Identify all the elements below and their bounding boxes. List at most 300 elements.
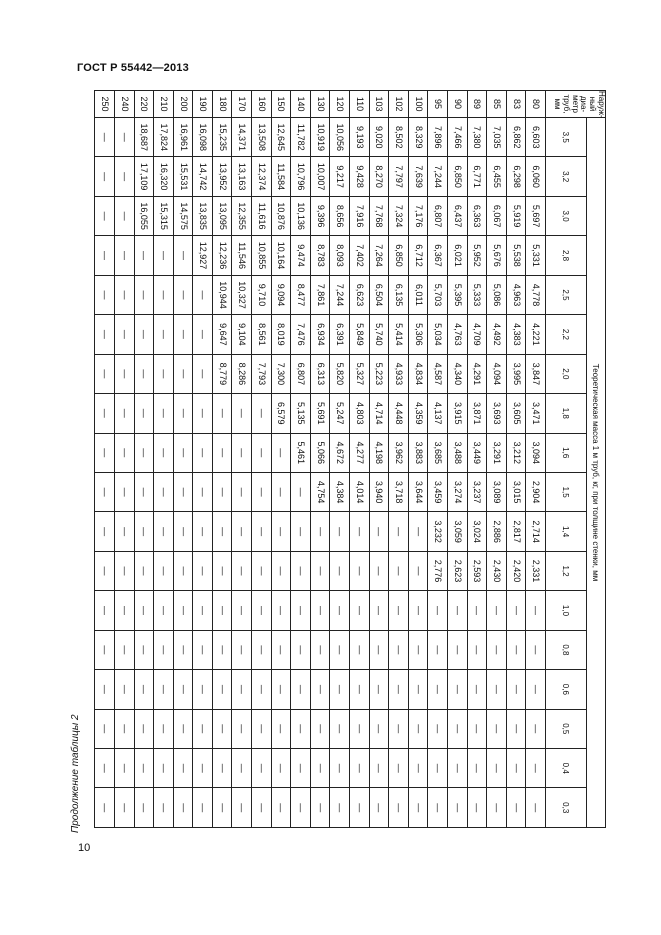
mass-value-cell: 4,709 <box>467 315 487 354</box>
mass-value-cell: 7,244 <box>428 157 448 196</box>
mass-value-cell: 7,476 <box>291 315 311 354</box>
mass-value-cell: — <box>95 315 115 354</box>
mass-value-cell: 17,109 <box>134 157 154 196</box>
mass-value-cell: — <box>114 670 134 709</box>
mass-value-cell: 9,710 <box>252 275 272 314</box>
mass-value-cell: — <box>154 394 174 433</box>
mass-value-cell: 5,461 <box>291 433 311 472</box>
mass-value-cell: — <box>271 749 291 788</box>
mass-value-cell: — <box>428 788 448 828</box>
mass-value-cell: 4,714 <box>369 394 389 433</box>
mass-value-cell: 6,807 <box>428 196 448 235</box>
mass-value-cell: — <box>154 315 174 354</box>
mass-value-cell: 11,616 <box>252 196 272 235</box>
thickness-header-cell: 3,5 <box>546 118 587 157</box>
mass-value-cell: — <box>526 670 546 709</box>
mass-value-cell: 3,685 <box>428 433 448 472</box>
mass-value-cell: — <box>291 670 311 709</box>
mass-value-cell: — <box>350 512 370 551</box>
mass-value-cell: 3,940 <box>369 472 389 511</box>
mass-value-cell: — <box>428 749 448 788</box>
thickness-header-cell: 2,0 <box>546 354 587 393</box>
mass-value-cell: — <box>467 630 487 669</box>
mass-value-cell: — <box>193 788 213 828</box>
mass-value-cell: 5,331 <box>526 236 546 275</box>
mass-value-cell: 9,104 <box>232 315 252 354</box>
mass-value-cell: 5,691 <box>310 394 330 433</box>
mass-value-cell: — <box>408 630 428 669</box>
table-row <box>212 91 232 828</box>
mass-value-cell: 6,011 <box>408 275 428 314</box>
mass-value-cell: 6,298 <box>506 157 526 196</box>
mass-value-cell: — <box>173 433 193 472</box>
mass-value-cell: 16,055 <box>134 196 154 235</box>
table-header-row-group <box>587 91 606 828</box>
mass-value-cell: — <box>95 196 115 235</box>
mass-value-cell: — <box>252 472 272 511</box>
mass-value-cell: — <box>271 591 291 630</box>
mass-value-cell: — <box>232 433 252 472</box>
mass-value-cell: — <box>95 788 115 828</box>
mass-value-cell: — <box>232 551 252 590</box>
mass-value-cell: — <box>154 749 174 788</box>
mass-value-cell: — <box>212 394 232 433</box>
mass-value-cell: 7,264 <box>369 236 389 275</box>
mass-value-cell: 7,896 <box>428 118 448 157</box>
mass-value-cell: — <box>134 236 154 275</box>
mass-value-cell: — <box>369 591 389 630</box>
mass-value-cell: — <box>252 749 272 788</box>
mass-value-cell: 6,313 <box>310 354 330 393</box>
mass-value-cell: 7,035 <box>487 118 507 157</box>
mass-value-cell: 5,247 <box>330 394 350 433</box>
mass-value-cell: 2,593 <box>467 551 487 590</box>
mass-value-cell: — <box>369 749 389 788</box>
mass-value-cell: 2,886 <box>487 512 507 551</box>
mass-value-cell: 3,449 <box>467 433 487 472</box>
mass-value-cell: — <box>389 749 409 788</box>
mass-value-cell: — <box>350 630 370 669</box>
thickness-header-cell: 0,5 <box>546 709 587 748</box>
mass-value-cell: — <box>506 591 526 630</box>
mass-value-cell: — <box>134 749 154 788</box>
mass-value-cell: 4,763 <box>448 315 468 354</box>
mass-value-cell: — <box>114 394 134 433</box>
mass-value-cell: — <box>95 275 115 314</box>
mass-value-cell: — <box>369 551 389 590</box>
mass-value-cell: — <box>408 788 428 828</box>
mass-value-cell: 8,093 <box>330 236 350 275</box>
mass-value-cell: 14,575 <box>173 196 193 235</box>
mass-value-cell: 3,094 <box>526 433 546 472</box>
mass-value-cell: 6,067 <box>487 196 507 235</box>
mass-value-cell: — <box>448 670 468 709</box>
mass-value-cell: — <box>173 788 193 828</box>
mass-value-cell: — <box>350 551 370 590</box>
thickness-header-cell: 2,5 <box>546 275 587 314</box>
mass-value-cell: — <box>330 709 350 748</box>
mass-value-cell: — <box>526 709 546 748</box>
mass-value-cell: — <box>193 670 213 709</box>
thickness-header-cell: 2,8 <box>546 236 587 275</box>
mass-value-cell: 12,645 <box>271 118 291 157</box>
mass-value-cell: 4,803 <box>350 394 370 433</box>
mass-value-cell: 5,066 <box>310 433 330 472</box>
mass-value-cell: — <box>291 749 311 788</box>
mass-value-cell: — <box>114 512 134 551</box>
mass-value-cell: 6,021 <box>448 236 468 275</box>
mass-value-cell: — <box>173 591 193 630</box>
mass-value-cell: 5,849 <box>350 315 370 354</box>
mass-value-cell: — <box>467 709 487 748</box>
mass-value-cell: — <box>389 551 409 590</box>
mass-value-cell: 4,754 <box>310 472 330 511</box>
mass-value-cell: — <box>310 788 330 828</box>
table-row <box>232 91 252 828</box>
mass-value-cell: — <box>173 512 193 551</box>
mass-value-cell: 7,793 <box>252 354 272 393</box>
diameter-cell: 250 <box>95 91 115 118</box>
mass-value-cell: — <box>154 551 174 590</box>
mass-value-cell: — <box>232 709 252 748</box>
mass-value-cell: 4,933 <box>389 354 409 393</box>
mass-value-cell: 4,778 <box>526 275 546 314</box>
mass-value-cell: 5,333 <box>467 275 487 314</box>
mass-value-cell: — <box>526 591 546 630</box>
mass-value-cell: 8,270 <box>369 157 389 196</box>
mass-value-cell: — <box>291 630 311 669</box>
mass-value-cell: — <box>487 788 507 828</box>
mass-value-cell: — <box>232 630 252 669</box>
diameter-cell: 160 <box>252 91 272 118</box>
mass-value-cell: — <box>310 630 330 669</box>
mass-value-cell: 4,383 <box>506 315 526 354</box>
mass-value-cell: — <box>310 591 330 630</box>
mass-value-cell: — <box>95 236 115 275</box>
mass-value-cell: — <box>193 630 213 669</box>
mass-value-cell: — <box>134 315 154 354</box>
mass-value-cell: — <box>389 670 409 709</box>
mass-value-cell: 5,327 <box>350 354 370 393</box>
thickness-header-cell: 1,4 <box>546 512 587 551</box>
mass-value-cell: — <box>428 630 448 669</box>
mass-value-cell: — <box>95 118 115 157</box>
mass-value-cell: 6,391 <box>330 315 350 354</box>
mass-value-cell: — <box>134 709 154 748</box>
thickness-header-cell: 0,8 <box>546 630 587 669</box>
mass-value-cell: — <box>193 275 213 314</box>
diameter-cell: 103 <box>369 91 389 118</box>
mass-value-cell: — <box>212 551 232 590</box>
mass-value-cell: 5,086 <box>487 275 507 314</box>
mass-value-cell: 8,019 <box>271 315 291 354</box>
table-row <box>448 91 468 828</box>
mass-value-cell: 3,847 <box>526 354 546 393</box>
mass-value-cell: — <box>291 472 311 511</box>
mass-value-cell: 5,034 <box>428 315 448 354</box>
mass-value-cell: 5,919 <box>506 196 526 235</box>
mass-value-cell: 7,861 <box>310 275 330 314</box>
mass-value-cell: — <box>114 275 134 314</box>
mass-value-cell: — <box>506 670 526 709</box>
mass-value-cell: 5,703 <box>428 275 448 314</box>
mass-value-cell: 3,605 <box>506 394 526 433</box>
diameter-cell: 200 <box>173 91 193 118</box>
mass-value-cell: 12,355 <box>232 196 252 235</box>
diameter-cell: 95 <box>428 91 448 118</box>
diameter-cell: 100 <box>408 91 428 118</box>
mass-value-cell: — <box>389 591 409 630</box>
thickness-header-cell: 3,0 <box>546 196 587 235</box>
mass-value-cell: — <box>232 749 252 788</box>
diameter-cell: 90 <box>448 91 468 118</box>
table-row <box>467 91 487 828</box>
mass-value-cell: — <box>350 591 370 630</box>
mass-value-cell: — <box>389 788 409 828</box>
mass-value-cell: 9,020 <box>369 118 389 157</box>
mass-value-cell: — <box>408 709 428 748</box>
mass-value-cell: 6,455 <box>487 157 507 196</box>
diameter-cell: 210 <box>154 91 174 118</box>
rotated-table-container <box>94 90 606 828</box>
mass-value-cell: — <box>212 709 232 748</box>
thickness-header-cell: 2,2 <box>546 315 587 354</box>
mass-value-cell: 12,236 <box>212 236 232 275</box>
mass-value-cell: — <box>173 275 193 314</box>
mass-value-cell: 16,320 <box>154 157 174 196</box>
mass-value-cell: — <box>114 354 134 393</box>
mass-value-cell: — <box>252 630 272 669</box>
mass-value-cell: 10,056 <box>330 118 350 157</box>
table-row <box>526 91 546 828</box>
mass-value-cell: 3,693 <box>487 394 507 433</box>
mass-value-cell: 4,014 <box>350 472 370 511</box>
mass-value-cell: 15,235 <box>212 118 232 157</box>
thickness-header-cell: 1,6 <box>546 433 587 472</box>
mass-value-cell: 5,135 <box>291 394 311 433</box>
mass-value-cell: — <box>114 630 134 669</box>
mass-value-cell: — <box>114 433 134 472</box>
mass-value-cell: — <box>291 591 311 630</box>
diameter-cell: 85 <box>487 91 507 118</box>
mass-value-cell: — <box>193 354 213 393</box>
mass-value-cell: 6,771 <box>467 157 487 196</box>
mass-value-cell: 8,783 <box>310 236 330 275</box>
mass-value-cell: 7,797 <box>389 157 409 196</box>
thickness-header-cell: 1,8 <box>546 394 587 433</box>
mass-value-cell: 6,850 <box>389 236 409 275</box>
mass-value-cell: — <box>330 512 350 551</box>
mass-value-cell: — <box>252 512 272 551</box>
mass-value-cell: 10,855 <box>252 236 272 275</box>
mass-value-cell: 6,367 <box>428 236 448 275</box>
mass-value-cell: — <box>232 591 252 630</box>
mass-value-cell: 7,402 <box>350 236 370 275</box>
mass-value-cell: — <box>173 630 193 669</box>
thickness-header-cell: 0,3 <box>546 788 587 828</box>
mass-value-cell: — <box>271 512 291 551</box>
mass-value-cell: 4,834 <box>408 354 428 393</box>
mass-value-cell: — <box>330 788 350 828</box>
mass-value-cell: — <box>291 551 311 590</box>
mass-value-cell: 10,007 <box>310 157 330 196</box>
mass-value-cell: — <box>154 275 174 314</box>
mass-value-cell: — <box>232 788 252 828</box>
mass-value-cell: — <box>173 551 193 590</box>
mass-value-cell: — <box>134 394 154 433</box>
mass-value-cell: 17,824 <box>154 118 174 157</box>
diameter-cell: 170 <box>232 91 252 118</box>
mass-value-cell: — <box>173 315 193 354</box>
mass-value-cell: 3,962 <box>389 433 409 472</box>
mass-value-cell: 8,329 <box>408 118 428 157</box>
mass-value-cell: 14,371 <box>232 118 252 157</box>
mass-value-cell: 5,952 <box>467 236 487 275</box>
mass-value-cell: 10,919 <box>310 118 330 157</box>
mass-value-cell: — <box>310 512 330 551</box>
diameter-cell: 110 <box>350 91 370 118</box>
thickness-header-row <box>546 91 587 828</box>
mass-value-cell: 4,198 <box>369 433 389 472</box>
mass-value-cell: 13,163 <box>232 157 252 196</box>
mass-value-cell: 3,644 <box>408 472 428 511</box>
mass-value-cell: 7,324 <box>389 196 409 235</box>
table-row <box>193 91 213 828</box>
mass-value-cell: 9,193 <box>350 118 370 157</box>
mass-value-cell: — <box>487 630 507 669</box>
table-row <box>389 91 409 828</box>
mass-value-cell: — <box>95 709 115 748</box>
diameter-cell: 180 <box>212 91 232 118</box>
mass-value-cell: — <box>95 157 115 196</box>
mass-value-cell: — <box>310 551 330 590</box>
diameter-cell: 240 <box>114 91 134 118</box>
mass-value-cell: — <box>95 512 115 551</box>
mass-value-cell: — <box>154 670 174 709</box>
table-row <box>428 91 448 828</box>
diameter-cell: 150 <box>271 91 291 118</box>
mass-value-cell: 14,742 <box>193 157 213 196</box>
mass-value-cell: — <box>95 749 115 788</box>
mass-value-cell: — <box>310 709 330 748</box>
mass-value-cell: — <box>369 512 389 551</box>
mass-value-cell: — <box>526 749 546 788</box>
mass-value-cell: — <box>173 472 193 511</box>
mass-value-cell: — <box>134 433 154 472</box>
mass-value-cell: — <box>291 512 311 551</box>
mass-value-cell: — <box>389 512 409 551</box>
mass-value-cell: — <box>114 236 134 275</box>
mass-value-cell: 9,094 <box>271 275 291 314</box>
mass-value-cell: 3,232 <box>428 512 448 551</box>
mass-value-cell: — <box>154 788 174 828</box>
mass-value-cell: — <box>369 630 389 669</box>
mass-value-cell: — <box>271 709 291 748</box>
mass-value-cell: 4,492 <box>487 315 507 354</box>
mass-value-cell: 4,359 <box>408 394 428 433</box>
page-number: 10 <box>78 842 91 854</box>
mass-value-cell: — <box>212 433 232 472</box>
mass-value-cell: — <box>487 670 507 709</box>
mass-value-cell: — <box>193 512 213 551</box>
mass-value-cell: — <box>408 512 428 551</box>
mass-value-cell: — <box>193 591 213 630</box>
mass-value-cell: — <box>232 670 252 709</box>
mass-value-cell: — <box>350 709 370 748</box>
mass-value-cell: — <box>114 118 134 157</box>
table-row <box>271 91 291 828</box>
thickness-header-cell: 1,5 <box>546 472 587 511</box>
mass-value-cell: — <box>369 670 389 709</box>
mass-value-cell: 4,291 <box>467 354 487 393</box>
mass-value-cell: 6,623 <box>350 275 370 314</box>
mass-value-cell: 3,471 <box>526 394 546 433</box>
mass-value-cell: 3,212 <box>506 433 526 472</box>
mass-value-cell: 9,428 <box>350 157 370 196</box>
mass-value-cell: 3,237 <box>467 472 487 511</box>
mass-value-cell: 7,466 <box>448 118 468 157</box>
mass-value-cell: — <box>154 433 174 472</box>
mass-value-cell: — <box>350 670 370 709</box>
mass-value-cell: — <box>271 551 291 590</box>
mass-value-cell: 8,477 <box>291 275 311 314</box>
mass-value-cell: 10,327 <box>232 275 252 314</box>
diameter-cell: 120 <box>330 91 350 118</box>
mass-value-cell: — <box>389 630 409 669</box>
mass-value-cell: 16,098 <box>193 118 213 157</box>
mass-value-cell: — <box>252 709 272 748</box>
mass-value-cell: — <box>448 749 468 788</box>
mass-value-cell: — <box>467 670 487 709</box>
table-row <box>291 91 311 828</box>
mass-value-cell: — <box>271 670 291 709</box>
mass-value-cell: 2,420 <box>506 551 526 590</box>
mass-value-cell: 7,768 <box>369 196 389 235</box>
mass-value-cell: 5,538 <box>506 236 526 275</box>
mass-value-cell: 3,015 <box>506 472 526 511</box>
mass-value-cell: 8,502 <box>389 118 409 157</box>
mass-value-cell: 2,714 <box>526 512 546 551</box>
table-row <box>252 91 272 828</box>
mass-value-cell: 13,508 <box>252 118 272 157</box>
mass-value-cell: — <box>252 788 272 828</box>
mass-value-cell: 5,395 <box>448 275 468 314</box>
mass-value-cell: — <box>408 670 428 709</box>
mass-value-cell: — <box>193 551 213 590</box>
mass-value-cell: — <box>448 788 468 828</box>
mass-value-cell: — <box>114 591 134 630</box>
mass-value-cell: 4,094 <box>487 354 507 393</box>
mass-value-cell: — <box>193 709 213 748</box>
mass-value-cell: — <box>154 472 174 511</box>
table-row <box>487 91 507 828</box>
mass-value-cell: 4,448 <box>389 394 409 433</box>
diameter-cell: 220 <box>134 91 154 118</box>
mass-value-cell: 9,396 <box>310 196 330 235</box>
mass-value-cell: 3,291 <box>487 433 507 472</box>
mass-value-cell: — <box>212 670 232 709</box>
mass-value-cell: 3,059 <box>448 512 468 551</box>
mass-value-cell: — <box>487 591 507 630</box>
mass-value-cell: 8,561 <box>252 315 272 354</box>
mass-value-cell: — <box>350 749 370 788</box>
mass-value-cell: 6,135 <box>389 275 409 314</box>
thickness-group-header: Теоретическая масса 1 м труб, кг, при толщине стенки, мм <box>587 118 606 828</box>
mass-value-cell: 8,779 <box>212 354 232 393</box>
mass-value-cell: — <box>134 788 154 828</box>
mass-table <box>94 90 606 828</box>
mass-value-cell: — <box>212 749 232 788</box>
